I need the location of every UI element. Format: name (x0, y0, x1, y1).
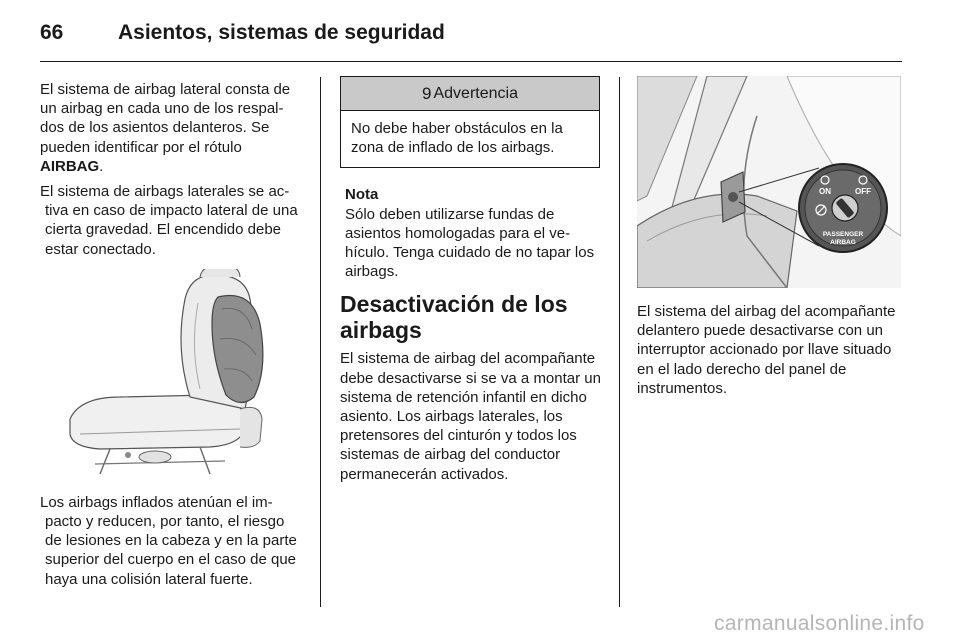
paragraph-inflated-airbags: Los airbags inflados atenúan el impacto y reducen, por tanto, el riesgo de lesiones en la cabeza y en la parte superior del cuerpo en el caso de que haya una colisión lateral fuerte. (40, 493, 297, 588)
column-divider-2 (619, 77, 620, 607)
passenger-airbag-switch-drawing (637, 76, 901, 288)
airbag-switch-illustration (637, 76, 901, 288)
warning-text: No debe haber obstáculos en la zona de inflado de los airbags. (351, 120, 563, 157)
note-block (345, 185, 602, 281)
note-title: Nota (345, 186, 379, 204)
column-divider-1 (320, 77, 321, 607)
airbag-label: AIRBAG (40, 157, 100, 175)
column-2 (340, 80, 602, 490)
watermark: carmanualsonline.info (714, 612, 925, 635)
column-3 (637, 80, 901, 404)
warning-header (341, 77, 599, 111)
switch-label-passenger: PASSENGER (822, 231, 864, 238)
warning-icon: 9 (422, 83, 432, 103)
paragraph-activation: El sistema de airbags laterales se activa en caso de impacto lateral de una cierta gravedad. El encendido debe estar conectado. (40, 183, 298, 258)
seat-illustration (40, 269, 302, 479)
section-paragraph: El sistema de airbag del acompañante debe desactivarse si se va a montar un sistema de retención infantil en dicho asiento. Los airbags laterales, los pretensores del cinturón y todos los sistemas de airbag del conductor permanecerán activados. (340, 350, 601, 483)
column-1 (40, 80, 302, 595)
paragraph-side-airbag: El sistema de airbag lateral consta de un airbag en cada uno de los respaldos de los asientos delanteros. Se pueden identificar por el rótulo AIRBAG. (40, 81, 291, 175)
header-rule (40, 61, 902, 62)
warning-box (340, 76, 600, 168)
switch-on-label: ON (819, 187, 831, 196)
switch-caption: El sistema del airbag del acompañante delantero puede desactivarse con un interruptor accionado por llave situado en el lado derecho del panel de instrumentos. (637, 303, 896, 397)
section-heading: Desactivación de los airbags (340, 291, 568, 344)
page-header (40, 18, 445, 48)
switch-off-label: OFF (855, 187, 871, 196)
note-text: Sólo deben utilizarse fundas de asientos homologadas para el vehículo. Tenga cuidado de no tapar los airbags. (345, 205, 595, 281)
warning-title: Advertencia (433, 84, 518, 102)
seat-airbag-drawing (40, 269, 302, 479)
switch-label-airbag: AIRBAG (830, 239, 856, 246)
page-title: Asientos, sistemas de seguridad (118, 21, 445, 44)
page-number: 66 (40, 21, 64, 44)
